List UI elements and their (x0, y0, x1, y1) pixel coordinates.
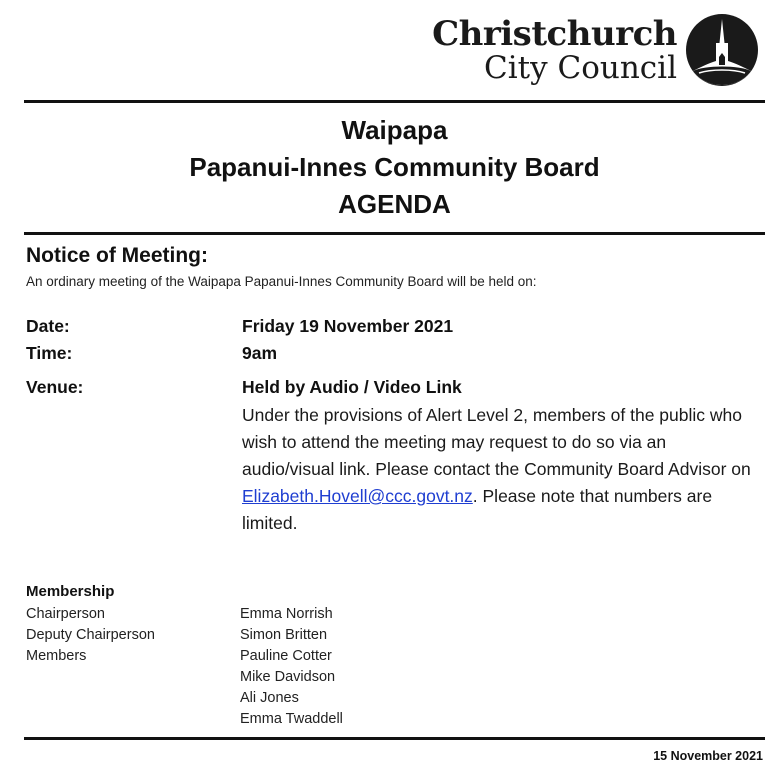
bottom-divider (24, 737, 765, 740)
deputy-chairperson-role: Deputy Chairperson (26, 627, 155, 643)
notice-intro: An ordinary meeting of the Waipapa Papanui-Innes Community Board will be held on: (26, 274, 537, 289)
member-name: Ali Jones (240, 690, 299, 706)
logo-wordmark (432, 13, 677, 86)
advisor-email-link[interactable]: Elizabeth.Hovell@ccc.govt.nz (242, 486, 473, 506)
membership-heading: Membership (26, 583, 115, 600)
time-value: 9am (242, 343, 278, 363)
member-name: Mike Davidson (240, 669, 336, 685)
cathedral-emblem-icon (685, 13, 759, 87)
member-name: Emma Twaddell (240, 711, 343, 727)
deputy-chairperson-name: Simon Britten (240, 627, 328, 643)
members-role: Members (26, 648, 87, 664)
member-name: Pauline Cotter (240, 648, 332, 664)
chairperson-name: Emma Norrish (240, 606, 333, 622)
council-logo (432, 14, 759, 86)
time-label: Time: (26, 343, 73, 363)
venue-label: Venue: (26, 377, 84, 397)
title-line-waipapa: Waipapa (341, 115, 448, 145)
date-value: Friday 19 November 2021 (242, 316, 454, 336)
top-divider (24, 100, 765, 103)
date-label: Date: (26, 316, 70, 336)
notice-heading: Notice of Meeting: (26, 244, 208, 267)
logo-line-city-council: City Council (484, 49, 677, 86)
venue-value: Held by Audio / Video Link (242, 377, 462, 397)
venue-description (242, 402, 762, 537)
chairperson-role: Chairperson (26, 606, 105, 622)
footer-date: 15 November 2021 (653, 749, 763, 763)
venue-text-after: . Please note that numbers are limited. (242, 486, 713, 533)
agenda-title (24, 112, 765, 223)
title-line-board: Papanui-Innes Community Board (189, 152, 600, 182)
title-divider (24, 232, 765, 235)
venue-text-before: Under the provisions of Alert Level 2, members of the public who wish to attend the meeting may request to do so via an audio/visual link. Please contact the Community Board Advisor on (242, 405, 751, 479)
title-line-agenda: AGENDA (338, 189, 451, 219)
logo-line-christchurch: Christchurch (432, 13, 677, 54)
